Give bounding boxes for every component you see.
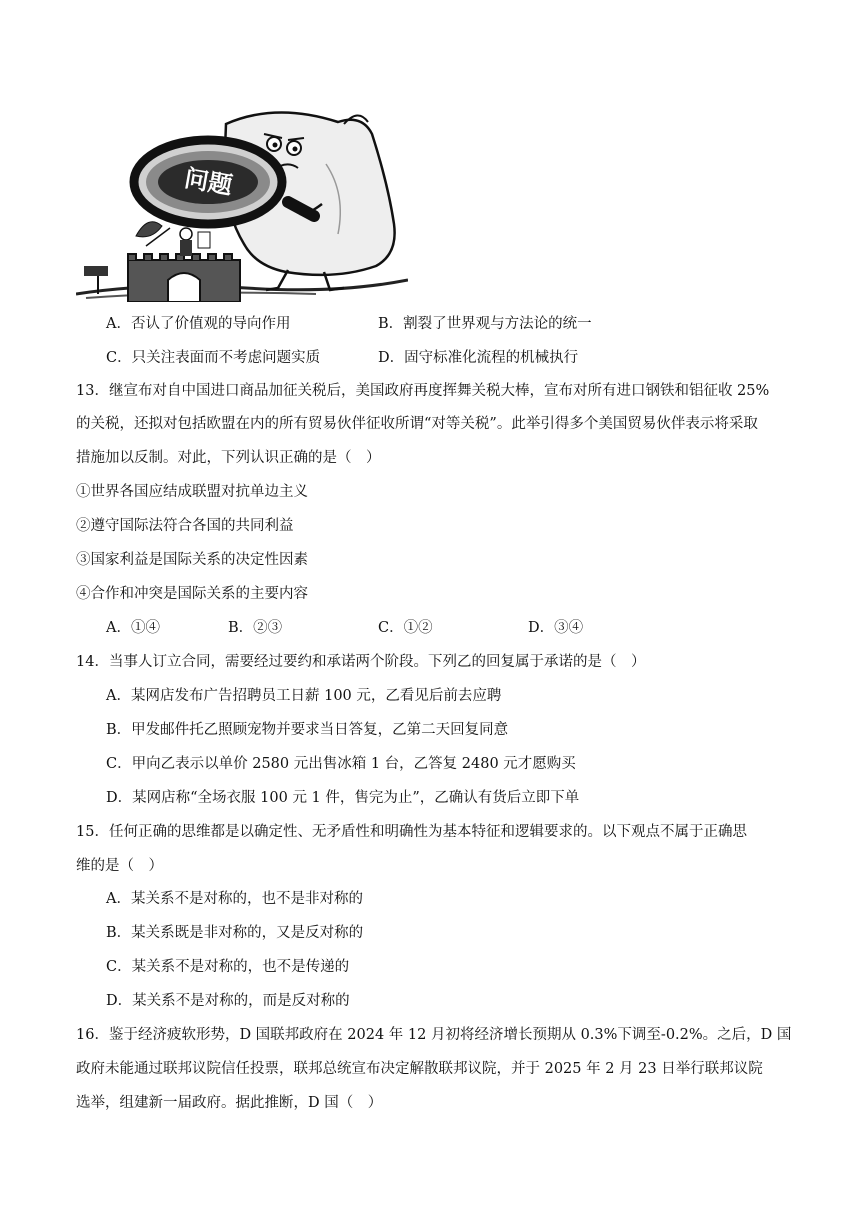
option-label: D bbox=[106, 790, 118, 806]
option-label: C bbox=[106, 350, 118, 366]
option-text: 某关系不是对称的，也不是非对称的 bbox=[130, 891, 363, 907]
q13-option-c[interactable]: C．①② bbox=[378, 620, 433, 636]
q14-option-a[interactable]: A．某网店发布广告招聘员工日薪 100 元，乙看见后前去应聘 bbox=[106, 688, 502, 704]
option-text: 甲发邮件托乙照顾宠物并要求当日答复，乙第二天回复同意 bbox=[131, 722, 509, 738]
option-label: B bbox=[106, 722, 117, 738]
magnifier-text: 问题 bbox=[182, 164, 235, 200]
q12-option-d[interactable]: D．固守标准化流程的机械执行 bbox=[378, 350, 579, 366]
option-label: D bbox=[528, 620, 540, 636]
option-text: ③④ bbox=[554, 620, 584, 636]
q13-statement-2: ②遵守国际法符合各国的共同利益 bbox=[76, 518, 294, 534]
option-text: 某关系不是对称的，也不是传递的 bbox=[131, 959, 350, 975]
q13-stem-line-3: 措施加以反制。对此，下列认识正确的是（ ） bbox=[76, 450, 381, 466]
option-text: 某关系既是非对称的，又是反对称的 bbox=[131, 925, 364, 941]
q14-option-c[interactable]: C．甲向乙表示以单价 2580 元出售冰箱 1 台，乙答复 2480 元才愿购买 bbox=[106, 756, 576, 772]
option-label: B bbox=[228, 620, 239, 636]
q16-stem-line-1: 16．鉴于经济疲软形势，D 国联邦政府在 2024 年 12 月初将经济增长预期从 0.3%下调至-0.2%。之后，D 国 bbox=[76, 1027, 792, 1043]
option-label: A bbox=[106, 620, 117, 636]
option-text: 甲向乙表示以单价 2580 元出售冰箱 1 台，乙答复 2480 元才愿购买 bbox=[131, 756, 576, 772]
option-label: C bbox=[378, 620, 390, 636]
q13-option-a[interactable]: A．①④ bbox=[106, 620, 160, 636]
option-text: ①④ bbox=[130, 620, 160, 636]
option-label: D bbox=[378, 350, 390, 366]
q15-option-a[interactable]: A．某关系不是对称的，也不是非对称的 bbox=[106, 891, 363, 907]
option-text: 固守标准化流程的机械执行 bbox=[404, 350, 579, 366]
q16-stem-line-2: 政府未能通过联邦议院信任投票，联邦总统宣布决定解散联邦议院，并于 2025 年 2 月 23 日举行联邦议院 bbox=[76, 1061, 763, 1077]
q13-option-d[interactable]: D．③④ bbox=[528, 620, 584, 636]
option-label: C bbox=[106, 756, 118, 772]
option-text: 某网店称“全场衣服 100 元 1 件，售完为止”，乙确认有货后立即下单 bbox=[132, 790, 580, 806]
option-label: A bbox=[106, 891, 117, 907]
q13-statement-1: ①世界各国应结成联盟对抗单边主义 bbox=[76, 484, 308, 500]
q13-statement-3: ③国家利益是国际关系的决定性因素 bbox=[76, 552, 308, 568]
q13-stem-line-1: 13．继宣布对自中国进口商品加征关税后，美国政府再度挥舞关税大棒，宣布对所有进口钢铁和铝征收 25% bbox=[76, 383, 770, 399]
q13-statement-4: ④合作和冲突是国际关系的主要内容 bbox=[76, 586, 308, 602]
q15-option-c[interactable]: C．某关系不是对称的，也不是传递的 bbox=[106, 959, 350, 975]
option-text: 否认了价值观的导向作用 bbox=[130, 316, 291, 332]
option-label: C bbox=[106, 959, 118, 975]
q14-option-d[interactable]: D．某网店称“全场衣服 100 元 1 件，售完为止”，乙确认有货后立即下单 bbox=[106, 790, 580, 806]
option-text: 只关注表面而不考虑问题实质 bbox=[131, 350, 321, 366]
q14-stem: 14．当事人订立合同，需要经过要约和承诺两个阶段。下列乙的回复属于承诺的是（ ） bbox=[76, 654, 646, 670]
q15-stem-line-1: 15．任何正确的思维都是以确定性、无矛盾性和明确性为基本特征和逻辑要求的。以下观点不属于正确思 bbox=[76, 824, 747, 840]
q15-option-d[interactable]: D．某关系不是对称的，而是反对称的 bbox=[106, 993, 350, 1009]
q12-option-a[interactable]: A．否认了价值观的导向作用 bbox=[106, 316, 291, 332]
q13-option-b[interactable]: B．②③ bbox=[228, 620, 283, 636]
q12-option-b[interactable]: B．割裂了世界观与方法论的统一 bbox=[378, 316, 592, 332]
q15-stem-line-2: 维的是（ ） bbox=[76, 858, 163, 874]
option-label: D bbox=[106, 993, 118, 1009]
q14-option-b[interactable]: B．甲发邮件托乙照顾宠物并要求当日答复，乙第二天回复同意 bbox=[106, 722, 509, 738]
option-text: 割裂了世界观与方法论的统一 bbox=[403, 316, 592, 332]
cartoon-illustration bbox=[76, 104, 408, 302]
q12-option-c[interactable]: C．只关注表面而不考虑问题实质 bbox=[106, 350, 321, 366]
q13-stem-line-2: 的关税，还拟对包括欧盟在内的所有贸易伙伴征收所谓“对等关税”。此举引得多个美国贸易伙伴表示将采取 bbox=[76, 416, 758, 432]
q15-option-b[interactable]: B．某关系既是非对称的，又是反对称的 bbox=[106, 925, 364, 941]
option-label: A bbox=[106, 688, 117, 704]
option-text: ①② bbox=[403, 620, 433, 636]
option-text: ②③ bbox=[253, 620, 283, 636]
option-label: B bbox=[106, 925, 117, 941]
q16-stem-line-3: 选举，组建新一届政府。据此推断，D 国（ ） bbox=[76, 1095, 383, 1111]
option-text: 某关系不是对称的，而是反对称的 bbox=[132, 993, 350, 1009]
option-text: 某网店发布广告招聘员工日薪 100 元，乙看见后前去应聘 bbox=[130, 688, 502, 704]
option-label: A bbox=[106, 316, 117, 332]
option-label: B bbox=[378, 316, 389, 332]
